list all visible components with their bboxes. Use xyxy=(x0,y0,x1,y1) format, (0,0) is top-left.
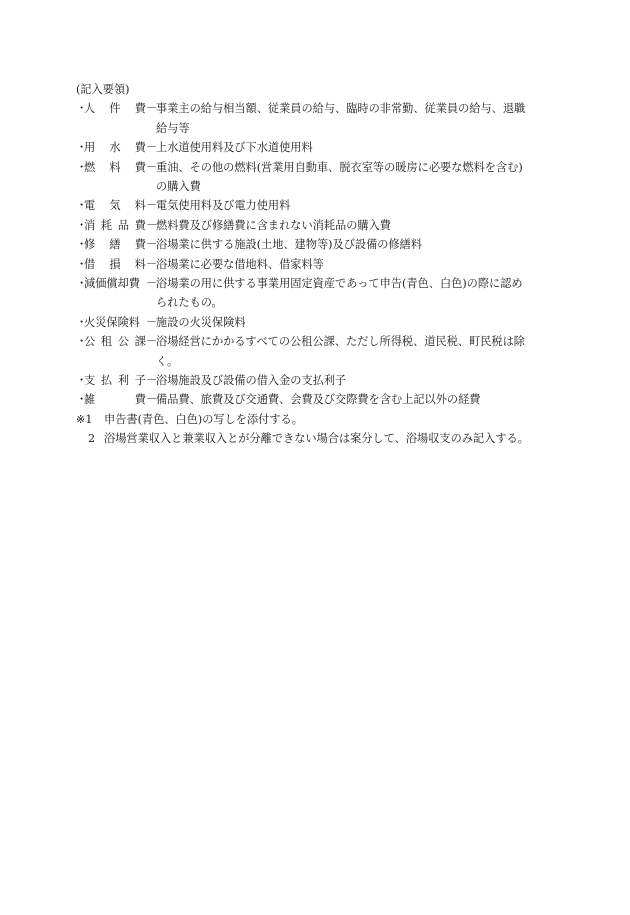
bullet-mark: ・ xyxy=(76,141,88,155)
expense-item xyxy=(76,158,596,177)
bullet-mark: ・ xyxy=(76,374,88,388)
separator-dash: － xyxy=(146,335,158,349)
note-item xyxy=(76,410,596,429)
expense-item xyxy=(76,235,596,254)
bullet-mark: ・ xyxy=(76,277,88,291)
expense-item xyxy=(76,371,596,390)
bullet-mark: ・ xyxy=(76,160,88,174)
expense-description-continuation: 給与等 xyxy=(156,121,190,135)
expense-definitions-list xyxy=(76,99,596,409)
expense-description: 事業主の給与相当額、従業員の給与、臨時の非常勤、従業員の給与、退職 xyxy=(156,102,526,116)
bullet-mark: ・ xyxy=(76,315,88,329)
separator-dash: － xyxy=(146,277,158,291)
expense-description: 浴場施設及び設備の借入金の支払利子 xyxy=(156,374,347,388)
notes-list xyxy=(76,410,596,449)
expense-description-continuation: く。 xyxy=(156,354,179,368)
expense-description: 備品費、旅費及び交通費、会費及び交際費を含む上記以外の経費 xyxy=(156,393,481,407)
expense-description: 浴場業の用に供する事業用固定資産であって申告(青色、白色)の際に認め xyxy=(156,277,523,291)
bullet-mark: ・ xyxy=(76,238,88,252)
bullet-mark: ・ xyxy=(76,218,88,232)
expense-term: 電 気 料 xyxy=(84,199,146,213)
expense-term: 公 租 公 課 xyxy=(84,335,146,349)
note-mark: ※1 xyxy=(76,412,93,426)
expense-description: 燃料費及び修繕費に含まれない消耗品の購入費 xyxy=(156,218,391,232)
expense-term: 消 耗 品 費 xyxy=(84,218,146,232)
expense-item xyxy=(76,390,596,409)
expense-item xyxy=(76,274,596,293)
expense-description-continuation: られたもの。 xyxy=(156,296,223,310)
separator-dash: － xyxy=(146,218,158,232)
note-text: 申告書(青色、白色)の写しを添付する。 xyxy=(104,412,303,426)
expense-term: 借 損 料 xyxy=(84,257,146,271)
expense-term: 雑 費 xyxy=(84,393,146,407)
expense-term: 修 繕 費 xyxy=(84,238,146,252)
bullet-mark: ・ xyxy=(76,102,88,116)
bullet-mark: ・ xyxy=(76,257,88,271)
separator-dash: － xyxy=(146,393,158,407)
expense-item xyxy=(76,255,596,274)
expense-term: 燃 料 費 xyxy=(84,160,146,174)
separator-dash: － xyxy=(146,141,158,155)
bullet-mark: ・ xyxy=(76,393,88,407)
instructions-block xyxy=(76,80,596,449)
expense-description: 上水道使用料及び下水道使用料 xyxy=(156,141,313,155)
expense-description: 施設の火災保険料 xyxy=(156,315,246,329)
bullet-mark: ・ xyxy=(76,199,88,213)
note-item xyxy=(76,429,596,448)
expense-item xyxy=(76,216,596,235)
separator-dash: － xyxy=(146,315,158,329)
expense-description-continuation: の購入費 xyxy=(156,180,201,193)
separator-dash: － xyxy=(146,238,158,252)
instructions-heading: (記入要領) xyxy=(76,83,130,96)
expense-term: 人 件 費 xyxy=(84,102,146,116)
expense-description: 電気使用料及び電力使用料 xyxy=(156,199,291,213)
note-mark: 2 xyxy=(88,432,96,446)
expense-description: 浴場経営にかかるすべての公租公課、ただし所得税、道民税、町民税は除 xyxy=(156,335,525,349)
expense-item xyxy=(76,196,596,215)
expense-term: 減価償却費 xyxy=(84,277,140,291)
expense-item xyxy=(76,332,596,351)
separator-dash: － xyxy=(146,102,158,116)
expense-term: 用 水 費 xyxy=(84,141,146,155)
bullet-mark: ・ xyxy=(76,335,88,349)
separator-dash: － xyxy=(146,199,158,213)
expense-description: 重油、その他の燃料(営業用自動車、脱衣室等の暖房に必要な燃料を含む) xyxy=(156,160,523,174)
note-text: 浴場営業収入と兼業収入とが分離できない場合は案分して、浴場収支のみ記入する。 xyxy=(104,432,529,446)
expense-description: 浴場業に供する施設(土地、建物等)及び設備の修繕料 xyxy=(156,238,423,252)
separator-dash: － xyxy=(146,160,158,174)
expense-item xyxy=(76,313,596,332)
separator-dash: － xyxy=(146,257,158,271)
expense-item xyxy=(76,138,596,157)
expense-term: 火災保険料 xyxy=(84,315,140,329)
expense-description: 浴場業に必要な借地料、借家料等 xyxy=(156,257,324,271)
expense-item xyxy=(76,99,596,118)
expense-term: 支 払 利 子 xyxy=(84,374,146,388)
separator-dash: － xyxy=(146,374,158,388)
